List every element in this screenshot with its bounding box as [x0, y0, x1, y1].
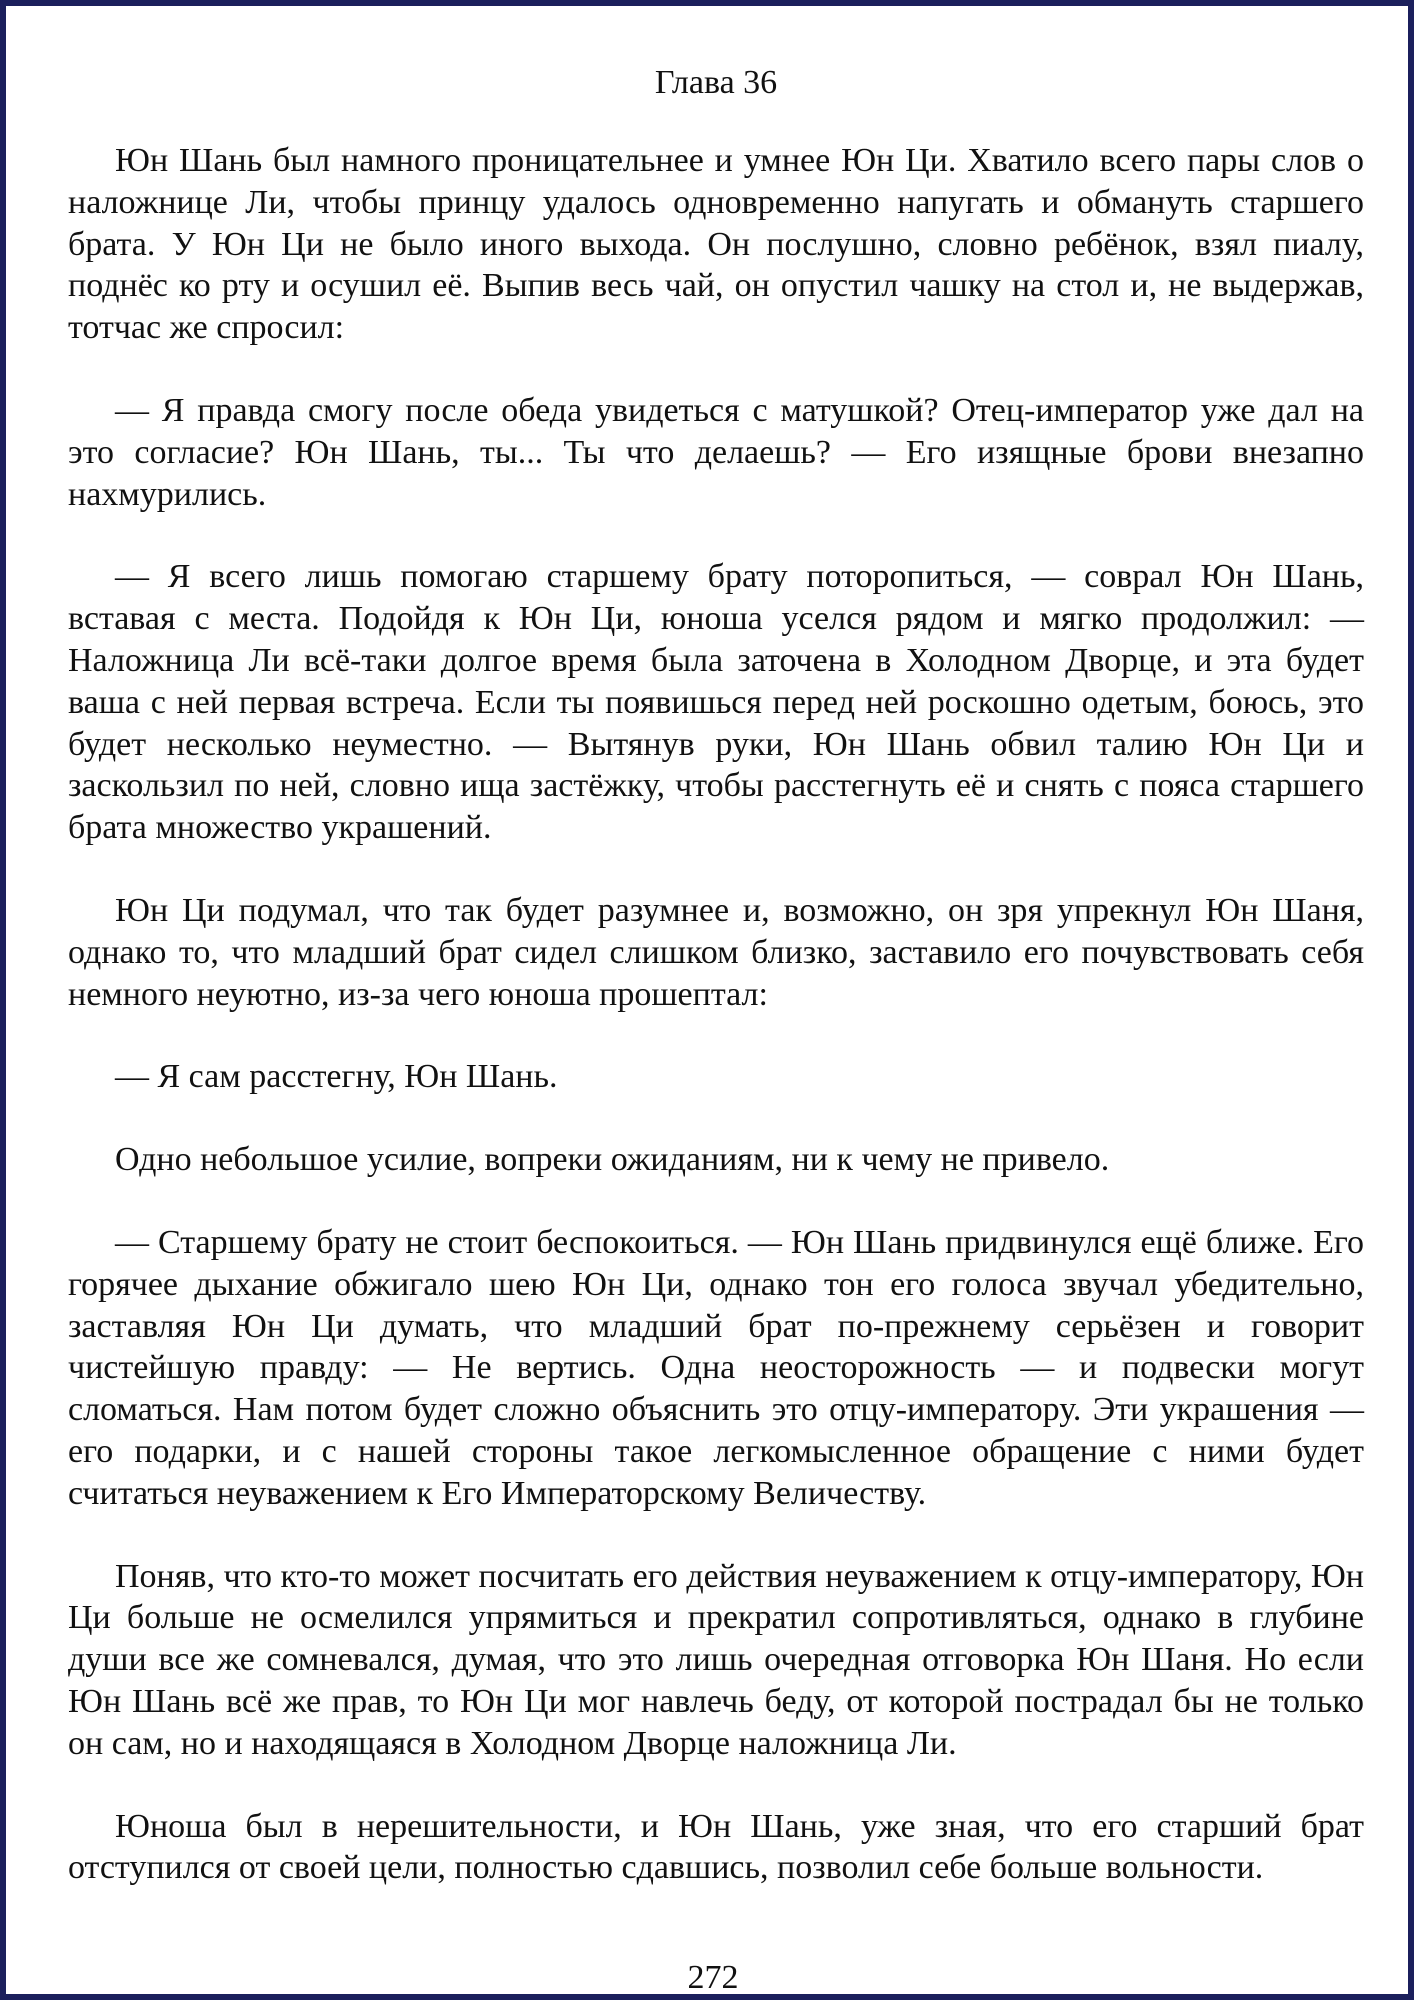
paragraph-8: Поняв, что кто-то может посчитать его действия неуважением к отцу-императору, Юн Ци больше не осмелился упрямиться и прекратил сопротивляться, однако в глубине души все же сомневался, думая, что это лишь очередная отговорка Юн Шаня. Но если Юн Шань всё же прав, то Юн Ци мог навлечь беду, от которой пострадал бы не только он сам, но и находящаяся в Холодном Дворце наложница Ли.	[68, 1557, 1364, 1762]
chapter-title: Глава 36	[654, 64, 778, 101]
paragraph-6: Одно небольшое усилие, вопреки ожиданиям, ни к чему не привело.	[115, 1141, 1110, 1179]
paragraph-2: — Я правда смогу после обеда увидеться с матушкой? Отец-император уже дал на это согласие? Юн Шань, ты... Ты что делаешь? — Его изящные брови внезапно нахмурились.	[68, 391, 1364, 513]
paragraph-4: Юн Ци подумал, что так будет разумнее и, возможно, он зря упрекнул Юн Шаня, однако то, что младший брат сидел слишком близко, заставило его почувствовать себя немного неуютно, из-за чего юноша прошептал:	[68, 891, 1364, 1013]
paragraph-3: — Я всего лишь помогаю старшему брату поторопиться, — соврал Юн Шань, вставая с места. Подойдя к Юн Ци, юноша уселся рядом и мягко продолжил: — Наложница Ли всё-таки долгое время была заточена в Холодном Дворце, и эта будет ваша с ней первая встреча. Если ты появишься перед ней роскошно одетым, боюсь, это будет несколько неуместно. — Вытянув руки, Юн Шань обвил талию Юн Ци и заскользил по ней, словно ища застёжку, чтобы расстегнуть её и снять с пояса старшего брата множество украшений.	[68, 558, 1364, 847]
paragraph-7: — Старшему брату не стоит беспокоиться. — Юн Шань придвинулся ещё ближе. Его горячее дыхание обжигало шею Юн Ци, однако тон его голоса звучал убедительно, заставляя Юн Ци думать, что младший брат по-прежнему серьёзен и говорит чистейшую правду: — Не вертись. Одна неосторожность — и подвески могут сломаться. Нам потом будет сложно объяснить это отцу-императору. Эти украшения — его подарки, и с нашей стороны такое легкомысленное обращение с ними будет считаться неуважением к Его Императорскому Величеству.	[68, 1223, 1364, 1512]
page-number: 272	[687, 1959, 739, 1996]
page-content	[68, 46, 1364, 1889]
paragraph-1: Юн Шань был намного проницательнее и умнее Юн Ци. Хватило всего пары слов о наложнице Ли, чтобы принцу удалось одновременно напугать и обмануть старшего брата. У Юн Ци не было иного выхода. Он послушно, словно ребёнок, взял пиалу, поднёс ко рту и осушил её. Выпив весь чай, он опустил чашку на стол и, не выдержав, тотчас же спросил:	[68, 142, 1364, 347]
paragraph-5: — Я сам расстегну, Юн Шань.	[115, 1058, 558, 1096]
paragraph-9: Юноша был в нерешительности, и Юн Шань, уже зная, что его старший брат отступился от своей цели, полностью сдавшись, позволил себе больше вольности.	[68, 1807, 1364, 1887]
